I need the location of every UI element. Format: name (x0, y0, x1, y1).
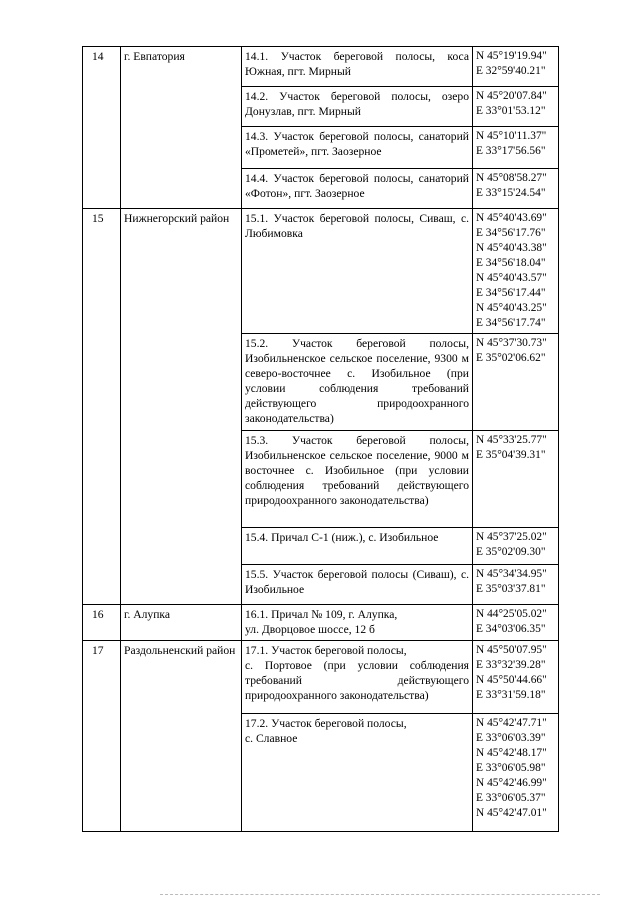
gps-coordinates: N 45°37'30.73" E 35°02'06.62" (473, 334, 559, 431)
location-description-cell (242, 605, 473, 641)
location-description-cell (242, 528, 473, 565)
gps-coordinates: N 45°19'19.94" E 32°59'40.21" (473, 47, 559, 87)
row-number: 16 (83, 605, 121, 641)
location-description-cell (242, 641, 473, 714)
gps-coordinates: N 45°50'07.95" E 33°32'39.28" N 45°50'44.66" E 33°31'59.18" (473, 641, 559, 714)
location-description-cell (242, 209, 473, 334)
table-row (83, 209, 559, 334)
location-description: 14.2. Участок береговой полосы, озеро Донузлав, пгт. Мирный (245, 90, 469, 118)
gps-coordinates: N 45°33'25.77" E 35°04'39.31" (473, 431, 559, 528)
location-description-cell (242, 169, 473, 209)
location-description-cell (242, 714, 473, 832)
region-name: г. Евпатория (121, 47, 242, 209)
row-number: 17 (83, 641, 121, 832)
coordinates-table (82, 46, 559, 832)
gps-coordinates: N 45°34'34.95" E 35°03'37.81" (473, 565, 559, 605)
coordinates-table-container (82, 46, 559, 832)
location-description: 15.1. Участок береговой полосы, Сиваш, с. Любимовка (245, 212, 469, 240)
gps-coordinates: N 45°20'07.84" E 33°01'53.12" (473, 87, 559, 127)
region-name: Раздольненский район (121, 641, 242, 832)
location-description-cell (242, 431, 473, 528)
location-description: 17.1. Участок береговой полосы, с. Портовое (при условии соблюдения требований действующего природоохранного законодательства) (245, 644, 469, 702)
location-description: 14.4. Участок береговой полосы, санаторий «Фотон», пгт. Заозерное (245, 172, 469, 200)
location-description: 17.2. Участок береговой полосы, с. Славное (245, 717, 407, 745)
row-number: 15 (83, 209, 121, 605)
location-description: 15.5. Участок береговой полосы (Сиваш), с. Изобильное (245, 568, 469, 596)
location-description-cell (242, 47, 473, 87)
gps-coordinates: N 45°37'25.02" E 35°02'09.30" (473, 528, 559, 565)
table-row (83, 641, 559, 714)
location-description-cell (242, 87, 473, 127)
location-description-cell (242, 127, 473, 169)
region-name: Нижнегорский район (121, 209, 242, 605)
location-description: 16.1. Причал № 109, г. Алупка, ул. Дворцовое шоссе, 12 б (245, 608, 398, 636)
location-description: 15.2. Участок береговой полосы, Изобильненское сельское поселение, 9300 м северо-восточнее с. Изобильное (при условии соблюдения требований действующего природоохранного законодательства) (245, 337, 469, 425)
gps-coordinates: N 44°25'05.02" E 34°03'06.35" (473, 605, 559, 641)
region-name: г. Алупка (121, 605, 242, 641)
gps-coordinates: N 45°40'43.69" E 34°56'17.76" N 45°40'43.38" E 34°56'18.04" N 45°40'43.57" E 34°56'17.44" N 45°40'43.25" E 34°56'17.74" (473, 209, 559, 334)
location-description: 15.4. Причал С-1 (ниж.), с. Изобильное (245, 531, 439, 544)
gps-coordinates: N 45°10'11.37" E 33°17'56.56" (473, 127, 559, 169)
location-description-cell (242, 334, 473, 431)
gps-coordinates: N 45°08'58.27" E 33°15'24.54" (473, 169, 559, 209)
location-description: 14.1. Участок береговой полосы, коса Южная, пгт. Мирный (245, 50, 469, 78)
location-description: 15.3. Участок береговой полосы, Изобильненское сельское поселение, 9000 м восточнее с. Изобильное (при условии соблюдения требований действующего природоохранного законодательства) (245, 434, 469, 507)
table-row (83, 47, 559, 87)
table-row (83, 605, 559, 641)
row-number: 14 (83, 47, 121, 209)
gps-coordinates: N 45°42'47.71" E 33°06'03.39" N 45°42'48.17" E 33°06'05.98" N 45°42'46.99" E 33°06'05.37" N 45°42'47.01" (473, 714, 559, 832)
location-description: 14.3. Участок береговой полосы, санаторий «Прометей», пгт. Заозерное (245, 130, 469, 158)
location-description-cell (242, 565, 473, 605)
page-footer-rule (160, 894, 600, 897)
